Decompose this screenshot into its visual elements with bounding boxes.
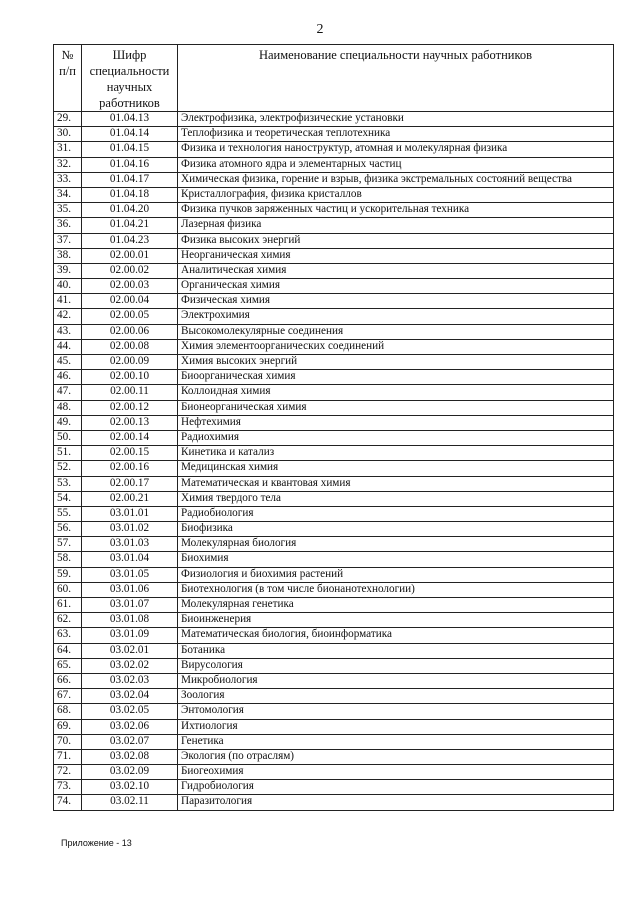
row-number: 60. [54, 582, 82, 597]
row-code: 02.00.13 [82, 415, 178, 430]
row-name: Физика высоких энергий [178, 233, 614, 248]
row-name: Медицинская химия [178, 461, 614, 476]
row-code: 01.04.23 [82, 233, 178, 248]
table-row [54, 446, 614, 461]
row-name: Экология (по отраслям) [178, 749, 614, 764]
table-row [54, 567, 614, 582]
row-name: Энтомология [178, 704, 614, 719]
table-row [54, 780, 614, 795]
row-number: 59. [54, 567, 82, 582]
row-number: 66. [54, 673, 82, 688]
row-code: 02.00.11 [82, 385, 178, 400]
row-code: 01.04.17 [82, 172, 178, 187]
table-row [54, 415, 614, 430]
table-row [54, 172, 614, 187]
row-name: Молекулярная генетика [178, 598, 614, 613]
row-name: Химия высоких энергий [178, 355, 614, 370]
table-row [54, 355, 614, 370]
row-code: 03.01.02 [82, 522, 178, 537]
table-row [54, 491, 614, 506]
row-code: 03.02.03 [82, 673, 178, 688]
row-name: Электрофизика, электрофизические установки [178, 112, 614, 127]
row-code: 03.02.07 [82, 734, 178, 749]
table-row [54, 689, 614, 704]
row-name: Вирусология [178, 658, 614, 673]
row-name: Зоология [178, 689, 614, 704]
row-code: 03.01.07 [82, 598, 178, 613]
row-number: 62. [54, 613, 82, 628]
row-code: 03.01.01 [82, 506, 178, 521]
row-name: Физика и технология наноструктур, атомная и молекулярная физика [178, 142, 614, 157]
row-code: 03.01.03 [82, 537, 178, 552]
table-row [54, 658, 614, 673]
row-number: 68. [54, 704, 82, 719]
row-code: 02.00.08 [82, 339, 178, 354]
row-number: 53. [54, 476, 82, 491]
row-name: Теплофизика и теоретическая теплотехника [178, 127, 614, 142]
row-code: 03.02.04 [82, 689, 178, 704]
table-row [54, 203, 614, 218]
row-number: 52. [54, 461, 82, 476]
table-row [54, 400, 614, 415]
table-row [54, 643, 614, 658]
row-code: 03.02.05 [82, 704, 178, 719]
specialties-table [53, 44, 614, 811]
row-name: Электрохимия [178, 309, 614, 324]
table-row [54, 218, 614, 233]
row-number: 46. [54, 370, 82, 385]
footer-note: Приложение - 13 [61, 838, 132, 848]
table-row [54, 430, 614, 445]
row-name: Гидробиология [178, 780, 614, 795]
row-code: 02.00.15 [82, 446, 178, 461]
table-row [54, 673, 614, 688]
table-row [54, 233, 614, 248]
row-name: Молекулярная биология [178, 537, 614, 552]
row-name: Паразитология [178, 795, 614, 810]
row-code: 03.02.06 [82, 719, 178, 734]
row-number: 29. [54, 112, 82, 127]
page-number: 2 [316, 22, 324, 37]
row-number: 57. [54, 537, 82, 552]
table-row [54, 704, 614, 719]
row-name: Аналитическая химия [178, 263, 614, 278]
row-number: 51. [54, 446, 82, 461]
table-row [54, 279, 614, 294]
row-number: 39. [54, 263, 82, 278]
row-code: 01.04.21 [82, 218, 178, 233]
row-code: 03.01.05 [82, 567, 178, 582]
row-code: 03.01.09 [82, 628, 178, 643]
table-row [54, 582, 614, 597]
row-code: 01.04.16 [82, 157, 178, 172]
row-name: Микробиология [178, 673, 614, 688]
row-name: Биофизика [178, 522, 614, 537]
row-number: 69. [54, 719, 82, 734]
row-name: Биотехнология (в том числе бионанотехнологии) [178, 582, 614, 597]
row-code: 01.04.20 [82, 203, 178, 218]
table-body [54, 112, 614, 811]
table-row [54, 385, 614, 400]
row-name: Нефтехимия [178, 415, 614, 430]
row-code: 02.00.04 [82, 294, 178, 309]
row-name: Физиология и биохимия растений [178, 567, 614, 582]
row-number: 64. [54, 643, 82, 658]
row-number: 49. [54, 415, 82, 430]
row-number: 55. [54, 506, 82, 521]
row-code: 02.00.14 [82, 430, 178, 445]
row-code: 01.04.15 [82, 142, 178, 157]
row-code: 02.00.01 [82, 248, 178, 263]
row-code: 02.00.09 [82, 355, 178, 370]
row-code: 03.02.09 [82, 765, 178, 780]
table-row [54, 598, 614, 613]
row-name: Ботаника [178, 643, 614, 658]
table-row [54, 157, 614, 172]
row-number: 33. [54, 172, 82, 187]
row-number: 48. [54, 400, 82, 415]
row-name: Химическая физика, горение и взрыв, физика экстремальных состояний вещества [178, 172, 614, 187]
row-code: 03.01.06 [82, 582, 178, 597]
row-code: 03.02.10 [82, 780, 178, 795]
table-row [54, 370, 614, 385]
row-code: 02.00.16 [82, 461, 178, 476]
row-number: 73. [54, 780, 82, 795]
table-row [54, 324, 614, 339]
row-number: 31. [54, 142, 82, 157]
table-row [54, 765, 614, 780]
row-number: 63. [54, 628, 82, 643]
row-name: Органическая химия [178, 279, 614, 294]
header-name: Наименование специальности научных работников [178, 45, 614, 112]
row-number: 70. [54, 734, 82, 749]
row-code: 02.00.02 [82, 263, 178, 278]
table-row [54, 522, 614, 537]
table-row [54, 309, 614, 324]
row-name: Математическая и квантовая химия [178, 476, 614, 491]
row-number: 34. [54, 187, 82, 202]
row-name: Высокомолекулярные соединения [178, 324, 614, 339]
row-code: 03.02.02 [82, 658, 178, 673]
row-number: 30. [54, 127, 82, 142]
table-row [54, 537, 614, 552]
row-number: 43. [54, 324, 82, 339]
table-row [54, 734, 614, 749]
row-name: Физика пучков заряженных частиц и ускорительная техника [178, 203, 614, 218]
row-name: Генетика [178, 734, 614, 749]
table-row [54, 187, 614, 202]
table-row [54, 127, 614, 142]
row-code: 03.01.08 [82, 613, 178, 628]
row-code: 03.01.04 [82, 552, 178, 567]
row-name: Радиобиология [178, 506, 614, 521]
row-name: Кинетика и катализ [178, 446, 614, 461]
row-number: 47. [54, 385, 82, 400]
table-row [54, 476, 614, 491]
row-code: 01.04.18 [82, 187, 178, 202]
row-name: Биоорганическая химия [178, 370, 614, 385]
row-number: 45. [54, 355, 82, 370]
row-number: 72. [54, 765, 82, 780]
row-number: 37. [54, 233, 82, 248]
table-row [54, 112, 614, 127]
row-name: Неорганическая химия [178, 248, 614, 263]
row-code: 02.00.05 [82, 309, 178, 324]
row-number: 61. [54, 598, 82, 613]
table-row [54, 142, 614, 157]
table-row [54, 294, 614, 309]
table-row [54, 552, 614, 567]
row-number: 74. [54, 795, 82, 810]
row-code: 02.00.21 [82, 491, 178, 506]
row-name: Ихтиология [178, 719, 614, 734]
row-number: 35. [54, 203, 82, 218]
row-number: 58. [54, 552, 82, 567]
row-code: 03.02.01 [82, 643, 178, 658]
table-row [54, 339, 614, 354]
row-code: 01.04.14 [82, 127, 178, 142]
table-row [54, 613, 614, 628]
row-number: 67. [54, 689, 82, 704]
table-row [54, 795, 614, 810]
table-row [54, 263, 614, 278]
row-name: Химия элементоорганических соединений [178, 339, 614, 354]
row-number: 38. [54, 248, 82, 263]
table-row [54, 506, 614, 521]
row-number: 65. [54, 658, 82, 673]
row-code: 03.02.08 [82, 749, 178, 764]
header-code: Шифр специальности научных работников [82, 45, 178, 112]
row-number: 41. [54, 294, 82, 309]
row-number: 50. [54, 430, 82, 445]
row-number: 32. [54, 157, 82, 172]
row-code: 02.00.03 [82, 279, 178, 294]
row-code: 02.00.17 [82, 476, 178, 491]
row-name: Биоинженерия [178, 613, 614, 628]
table-row [54, 461, 614, 476]
row-name: Коллоидная химия [178, 385, 614, 400]
row-number: 36. [54, 218, 82, 233]
row-number: 42. [54, 309, 82, 324]
row-name: Математическая биология, биоинформатика [178, 628, 614, 643]
row-name: Физическая химия [178, 294, 614, 309]
row-name: Биохимия [178, 552, 614, 567]
row-name: Кристаллография, физика кристаллов [178, 187, 614, 202]
row-name: Биогеохимия [178, 765, 614, 780]
table-row [54, 749, 614, 764]
row-name: Физика атомного ядра и элементарных частиц [178, 157, 614, 172]
table-row [54, 248, 614, 263]
row-name: Радиохимия [178, 430, 614, 445]
row-code: 02.00.10 [82, 370, 178, 385]
row-name: Химия твердого тела [178, 491, 614, 506]
row-name: Бионеорганическая химия [178, 400, 614, 415]
row-number: 40. [54, 279, 82, 294]
row-number: 44. [54, 339, 82, 354]
row-number: 56. [54, 522, 82, 537]
row-number: 54. [54, 491, 82, 506]
row-number: 71. [54, 749, 82, 764]
table-row [54, 628, 614, 643]
header-num: № п/п [54, 45, 82, 112]
row-name: Лазерная физика [178, 218, 614, 233]
row-code: 02.00.06 [82, 324, 178, 339]
row-code: 02.00.12 [82, 400, 178, 415]
table-header-row [54, 45, 614, 112]
row-code: 03.02.11 [82, 795, 178, 810]
row-code: 01.04.13 [82, 112, 178, 127]
table-row [54, 719, 614, 734]
